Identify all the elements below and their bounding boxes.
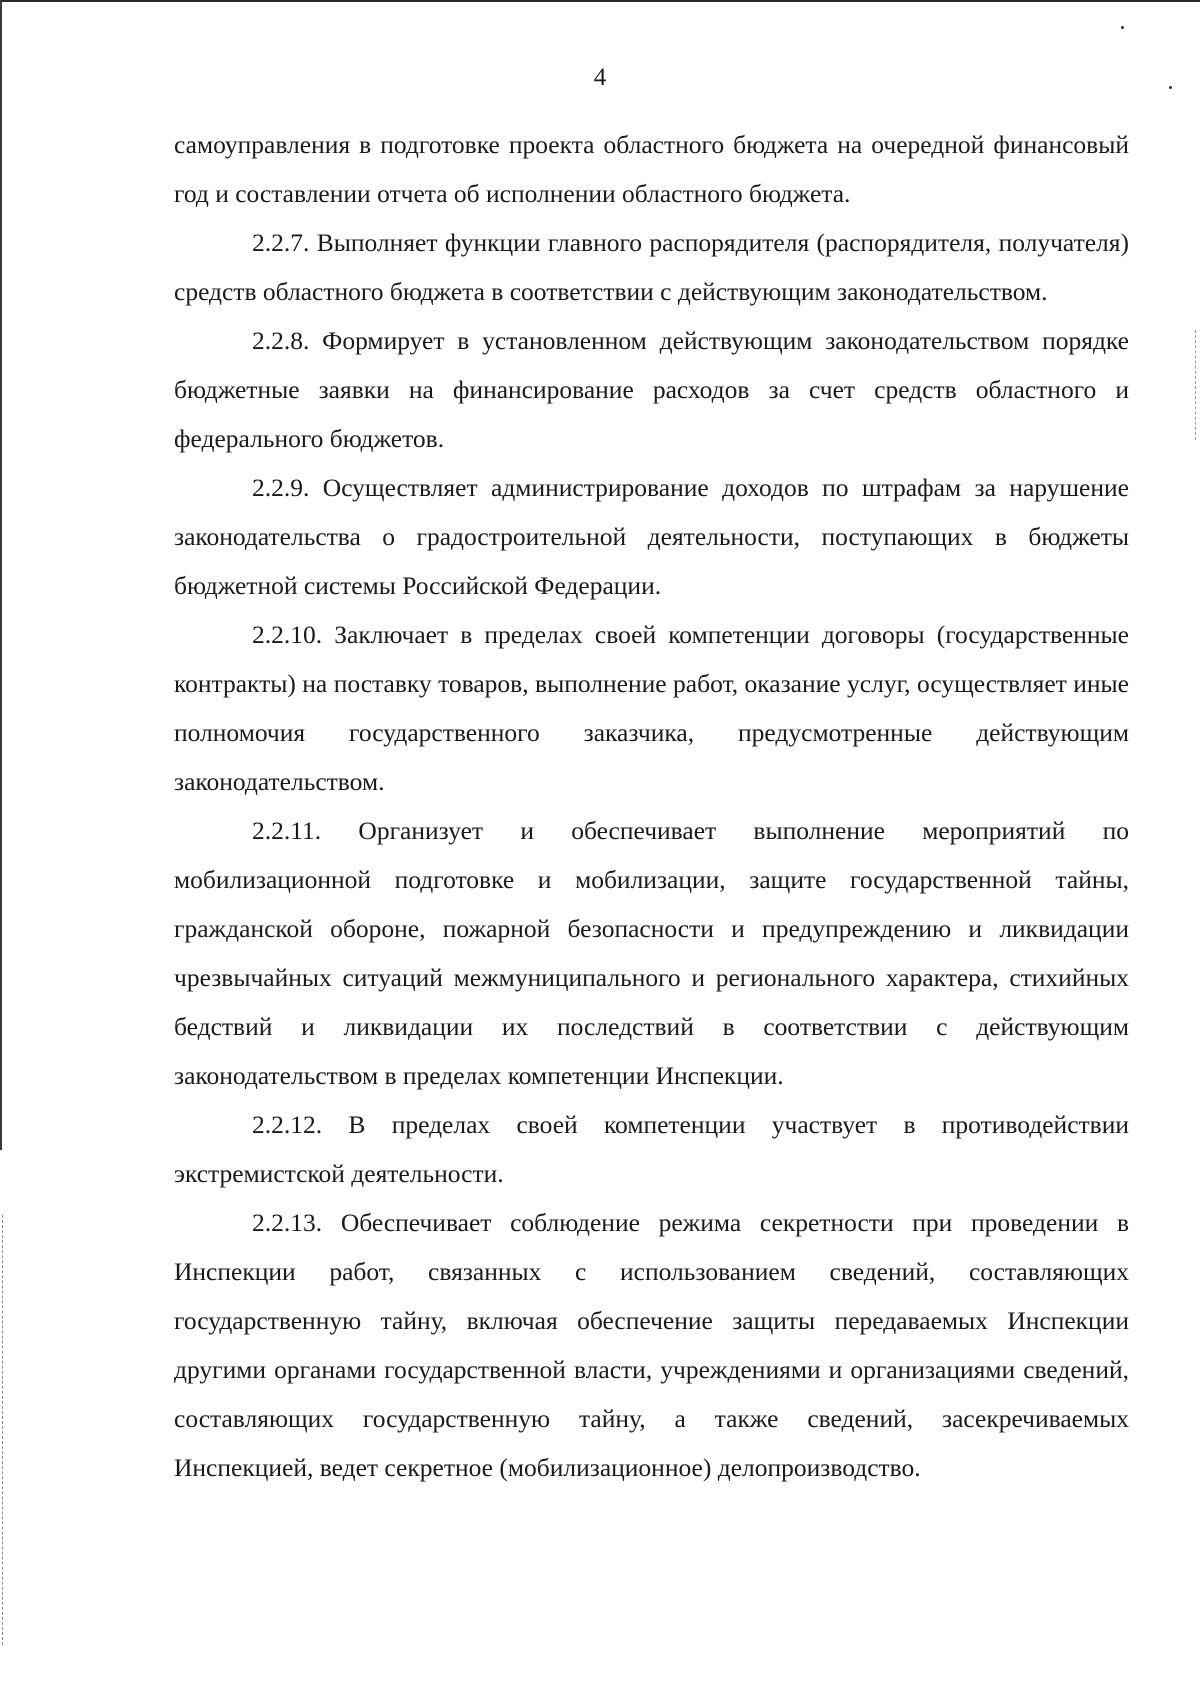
paragraph-2-2-8: 2.2.8. Формирует в установленном действующим законодательством порядке бюджетные заявки на финансирование расходов за счет средств областного и федерального бюджетов. bbox=[174, 326, 1129, 453]
scan-top-edge bbox=[0, 0, 1200, 2]
paragraph-2-2-10: 2.2.10. Заключает в пределах своей компетенции договоры (государственные контракты) на поставку товаров, выполнение работ, оказание услуг, осуществляет иные полномочия государственного заказчика, предусмотренные действующим законодательством. bbox=[174, 620, 1129, 796]
page-number: 4 bbox=[593, 64, 607, 91]
paragraph-2-2-7: 2.2.7. Выполняет функции главного распорядителя (распорядителя, получателя) средств областного бюджета в соответствии с действующим законодательством. bbox=[174, 228, 1129, 306]
paragraph-2-2-12: 2.2.12. В пределах своей компетенции участвует в противодействии экстремистской деятельности. bbox=[174, 1110, 1129, 1188]
scan-left-edge bbox=[0, 0, 2, 1150]
scan-speck bbox=[1121, 26, 1124, 29]
paragraph-2-2-11: 2.2.11. Организует и обеспечивает выполнение мероприятий по мобилизационной подготовке и мобилизации, защите государственной тайны, гражданской обороне, пожарной безопасности и предупреждению и ликвидации чрезвычайных ситуаций межмуниципального и регионального характера, стихийных бедствий и ликвидации их последствий в соответствии с действующим законодательством в пределах компетенции Инспекции. bbox=[174, 816, 1129, 1090]
paragraph-intro: самоуправления в подготовке проекта областного бюджета на очередной финансовый год и составлении отчета об исполнении областного бюджета. bbox=[174, 130, 1129, 208]
paragraph-2-2-13: 2.2.13. Обеспечивает соблюдение режима секретности при проведении в Инспекции работ, связанных с использованием сведений, составляющих государственную тайну, включая обеспечение защиты передаваемых Инспекции другими органами государственной власти, учреждениями и организациями сведений, составляющих государственную тайну, а также сведений, засекречиваемых Инспекцией, ведет секретное (мобилизационное) делопроизводство. bbox=[174, 1208, 1129, 1482]
scan-left-marks bbox=[2, 1215, 4, 1645]
paragraph-2-2-9: 2.2.9. Осуществляет администрирование доходов по штрафам за нарушение законодательства о градостроительной деятельности, поступающих в бюджеты бюджетной системы Российской Федерации. bbox=[174, 473, 1129, 600]
scan-right-marks bbox=[1194, 330, 1196, 440]
document-body bbox=[174, 120, 1129, 1492]
